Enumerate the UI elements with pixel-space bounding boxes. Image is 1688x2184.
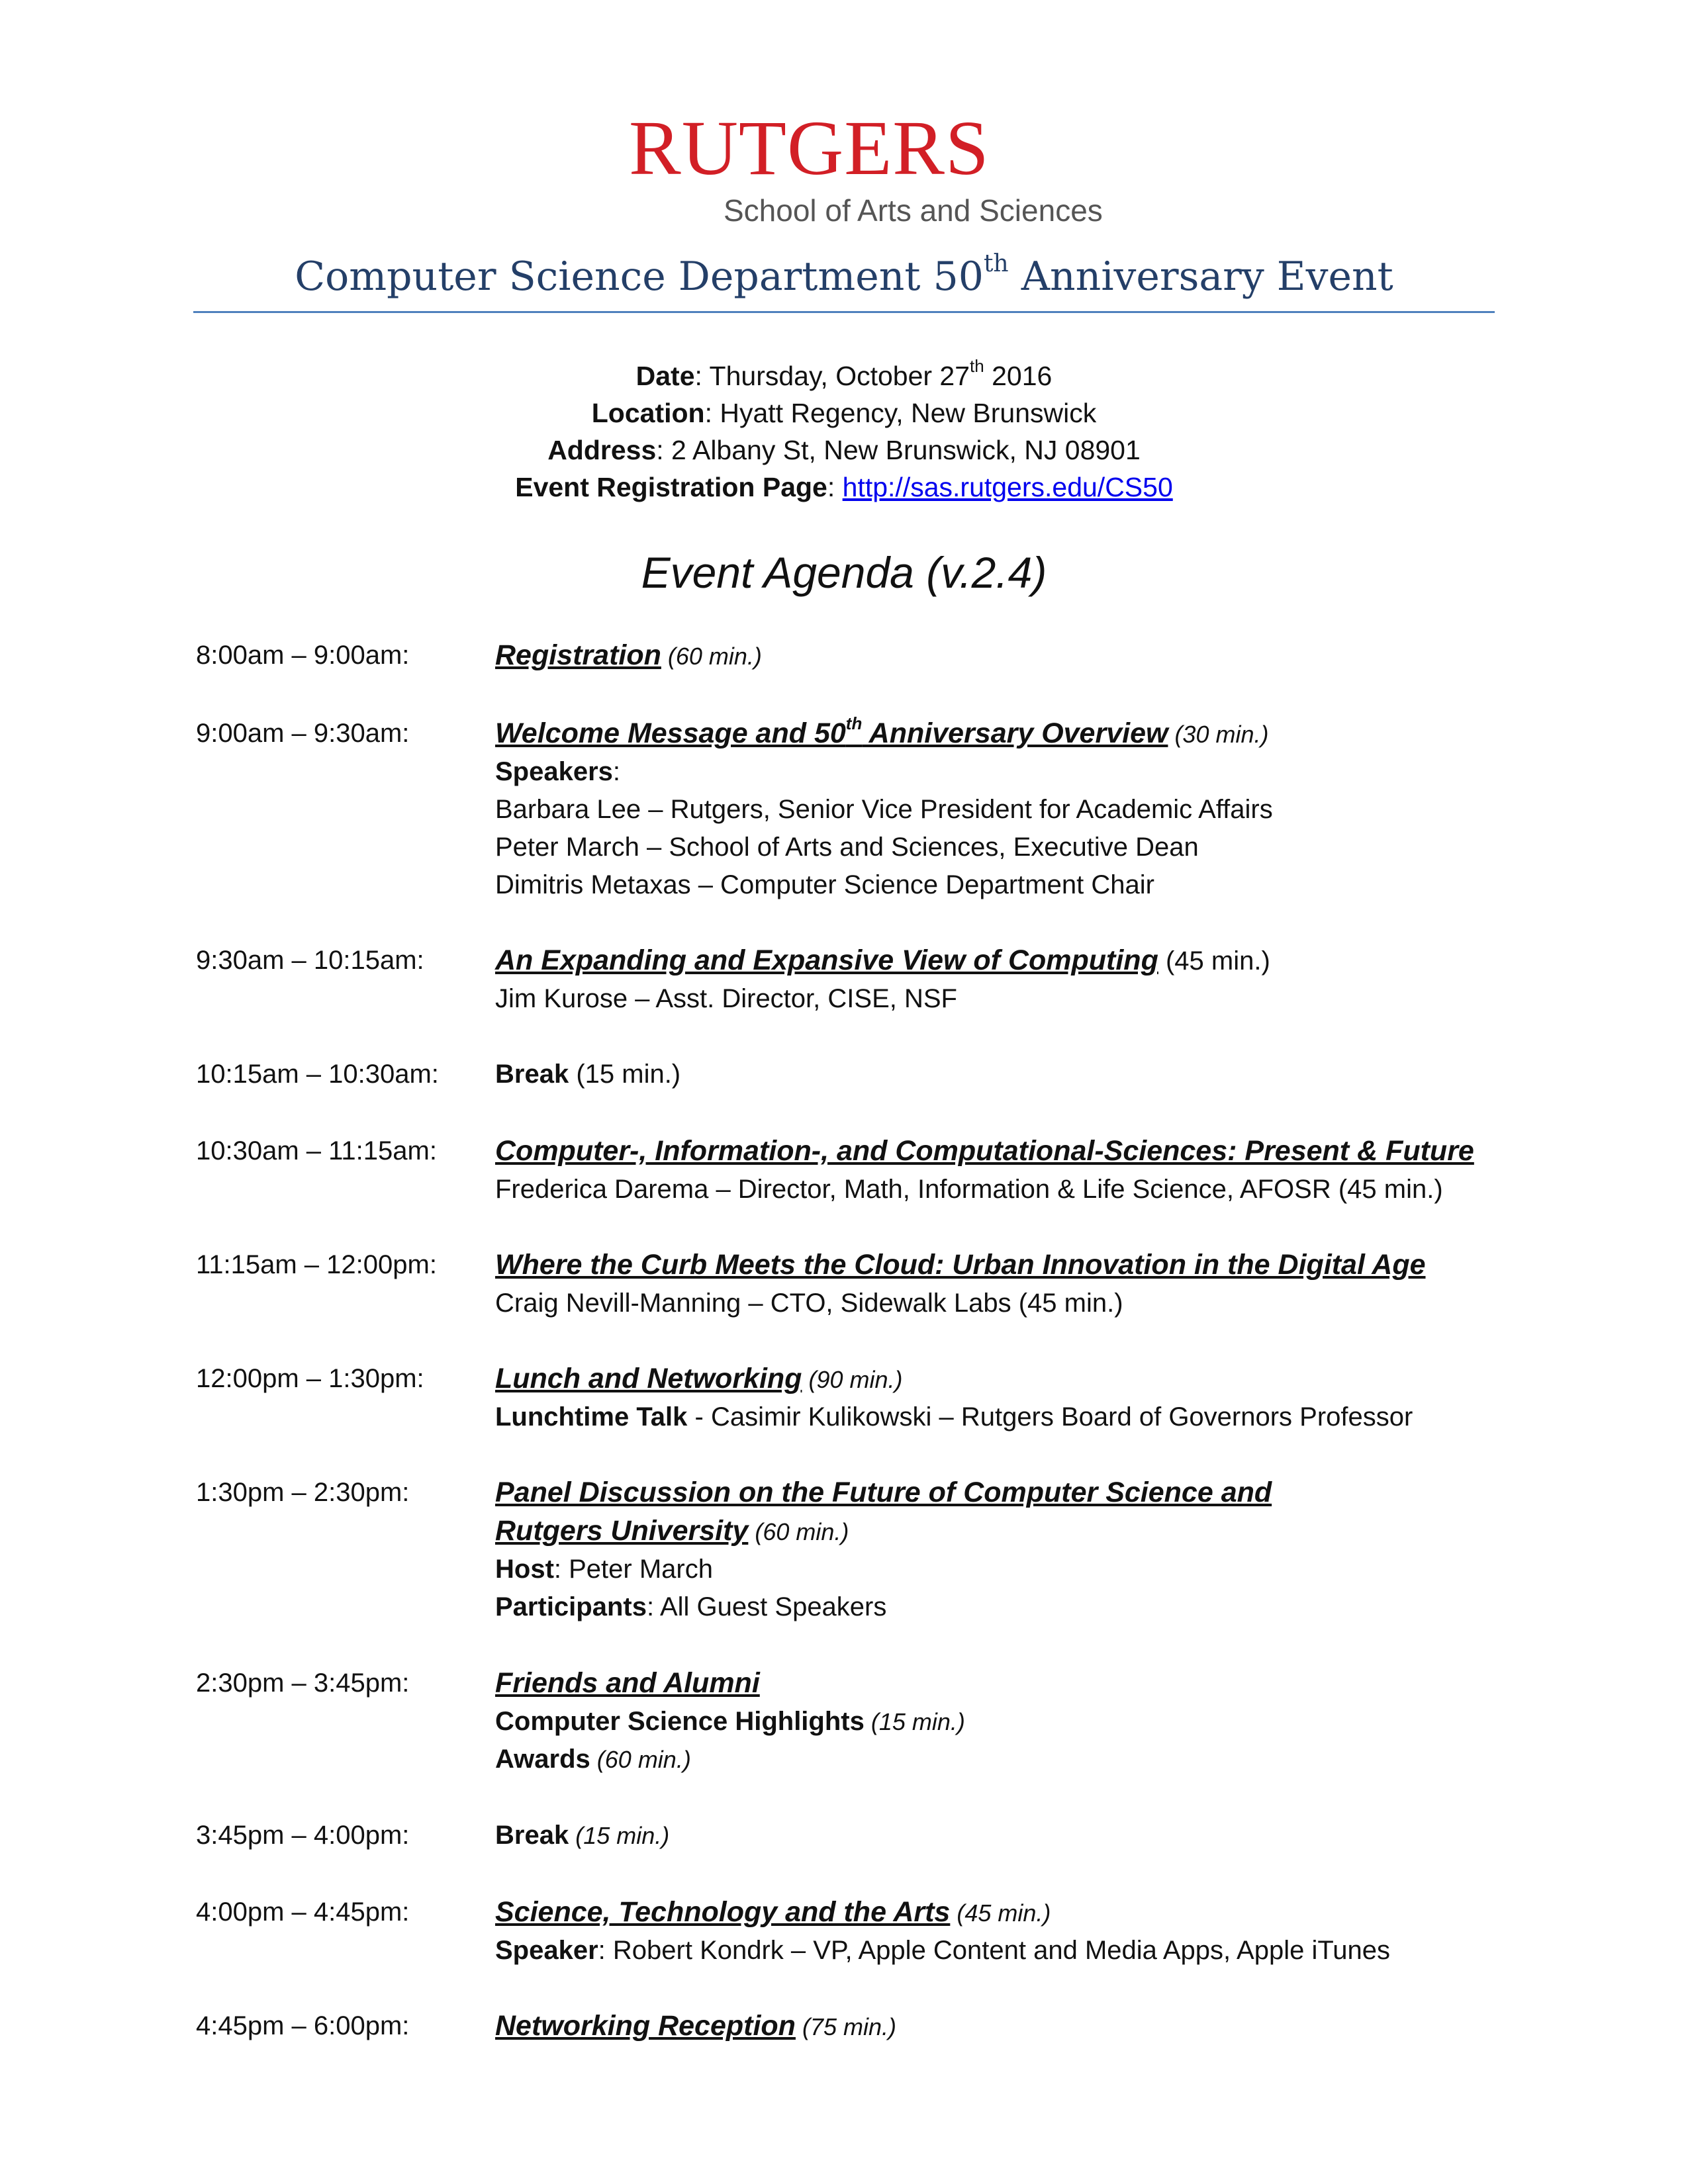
speaker-line: Barbara Lee – Rutgers, Senior Vice President for Academic Affairs: [495, 795, 1273, 824]
lunchtime-talk: Lunchtime Talk - Casimir Kulikowski – Rutgers Board of Governors Professor: [495, 1402, 1413, 1432]
agenda-content: [495, 637, 1528, 675]
agenda-time: 10:15am – 10:30am:: [196, 1060, 439, 1089]
speaker-line: Speaker: Robert Kondrk – VP, Apple Content and Media Apps, Apple iTunes: [495, 1936, 1391, 1965]
speaker-line: Jim Kurose – Asst. Director, CISE, NSF: [495, 984, 957, 1013]
speaker-line: Peter March – School of Arts and Sciences, Executive Dean: [495, 833, 1199, 862]
agenda-content: [495, 1664, 1528, 1778]
agenda-time: 3:45pm – 4:00pm:: [196, 1821, 410, 1850]
agenda-duration: (60 min.): [661, 643, 762, 670]
sub-item: Awards (60 min.): [495, 1745, 691, 1774]
agenda-time: 12:00pm – 1:30pm:: [196, 1364, 424, 1393]
agenda-duration: (45 min.): [950, 1899, 1051, 1927]
speaker-line: Craig Nevill-Manning – CTO, Sidewalk Labs (45 min.): [495, 1289, 1123, 1318]
agenda-title: Panel Discussion on the Future of Computer Science and: [495, 1477, 1272, 1508]
event-date: Date: Thursday, October 27th 2016: [635, 356, 1053, 391]
agenda-content: [495, 1817, 1528, 1854]
speakers-label: Speakers:: [495, 757, 621, 786]
event-registration: Event Registration Page: http://sas.rutgers.edu/CS50: [515, 472, 1173, 502]
title-divider: [193, 311, 1495, 313]
agenda-time: 4:45pm – 6:00pm:: [196, 2011, 410, 2040]
agenda-content: [495, 1132, 1528, 1208]
agenda-content: [495, 1360, 1528, 1436]
agenda-title: An Expanding and Expansive View of Computing: [495, 944, 1158, 976]
agenda-content: [495, 1246, 1528, 1322]
agenda-title: Where the Curb Meets the Cloud: Urban Innovation in the Digital Age: [495, 1249, 1426, 1281]
agenda-content: [495, 2007, 1528, 2046]
agenda-title: Science, Technology and the Arts: [495, 1896, 951, 1928]
event-address: Address: 2 Albany St, New Brunswick, NJ 08901: [547, 435, 1141, 465]
rutgers-logo: [629, 105, 1105, 235]
agenda-title: Welcome Message and 50th Anniversary Overview: [495, 713, 1168, 749]
agenda-time: 1:30pm – 2:30pm:: [196, 1478, 410, 1507]
event-location: Location: Hyatt Regency, New Brunswick: [591, 398, 1097, 428]
logo-wordmark: RUTGERS: [629, 105, 990, 191]
agenda-title: Registration: [495, 639, 661, 671]
registration-link[interactable]: http://sas.rutgers.edu/CS50: [842, 472, 1173, 502]
agenda-time: 4:00pm – 4:45pm:: [196, 1897, 410, 1927]
agenda-title: Rutgers University: [495, 1515, 749, 1547]
agenda-duration: (90 min.): [802, 1366, 903, 1393]
agenda-title: Break: [495, 1060, 569, 1089]
panel-host: Host: Peter March: [495, 1555, 713, 1584]
logo-subtitle: School of Arts and Sciences: [724, 193, 1103, 228]
agenda-duration: (75 min.): [795, 2013, 896, 2040]
sub-item: Computer Science Highlights (15 min.): [495, 1707, 965, 1736]
agenda-duration: (15 min.): [569, 1822, 670, 1849]
agenda-duration: (15 min.): [569, 1060, 681, 1089]
event-details: [193, 357, 1495, 506]
agenda-duration: (45 min.): [1158, 946, 1270, 976]
agenda-content: [495, 1474, 1528, 1626]
agenda-title: Friends and Alumni: [495, 1667, 760, 1699]
panel-participants: Participants: All Guest Speakers: [495, 1592, 887, 1621]
event-title: Computer Science Department 50th Anniversary Event: [295, 250, 1393, 300]
agenda-content: [495, 942, 1528, 1018]
agenda-duration: (60 min.): [748, 1518, 849, 1545]
agenda-time: 2:30pm – 3:45pm:: [196, 1668, 410, 1698]
agenda-time: 9:30am – 10:15am:: [196, 946, 424, 975]
agenda-duration: (30 min.): [1168, 721, 1269, 748]
agenda-title: Computer-, Information-, and Computational-Sciences: Present & Future: [495, 1135, 1474, 1167]
agenda-time: 8:00am – 9:00am:: [196, 641, 410, 670]
agenda-time: 11:15am – 12:00pm:: [196, 1250, 437, 1279]
agenda-content: [495, 715, 1528, 904]
agenda-content: [495, 1893, 1528, 1970]
agenda-title: Break: [495, 1821, 569, 1850]
speaker-line: Frederica Darema – Director, Math, Information & Life Science, AFOSR (45 min.): [495, 1175, 1443, 1204]
agenda-title: Lunch and Networking: [495, 1363, 802, 1394]
agenda-content: [495, 1056, 1528, 1093]
agenda-time: 10:30am – 11:15am:: [196, 1136, 437, 1165]
speaker-line: Dimitris Metaxas – Computer Science Department Chair: [495, 870, 1154, 899]
agenda-title: Networking Reception: [495, 2010, 796, 2042]
agenda-time: 9:00am – 9:30am:: [196, 719, 410, 748]
agenda-heading: Event Agenda (v.2.4): [641, 548, 1047, 597]
